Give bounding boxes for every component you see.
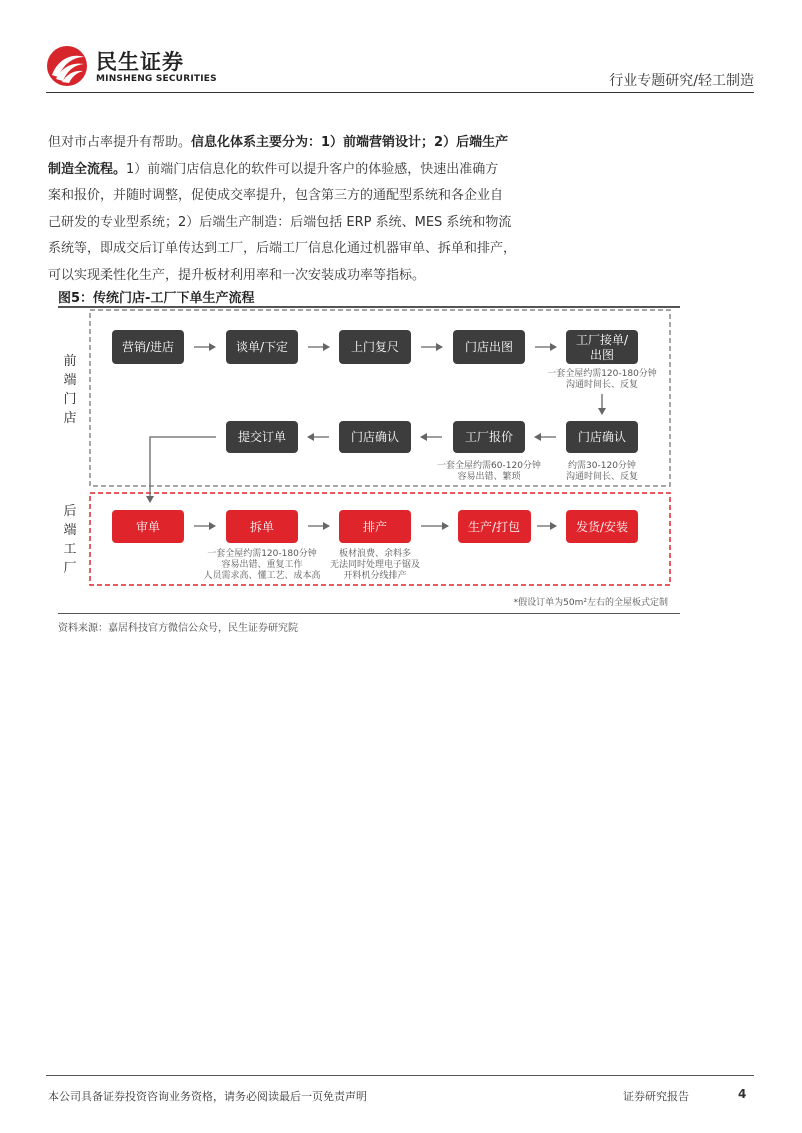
paragraph-line: 己研发的专业型系统；2）后端生产制造：后端包括 ERP 系统、MES 系统和物流 <box>48 214 512 230</box>
flow-step-store-confirm <box>339 421 411 453</box>
svg-text:门店确认: 门店确认 <box>577 430 627 444</box>
flow-step-marketing <box>112 330 184 364</box>
row3-note-schedule <box>330 547 420 581</box>
svg-text:拆单: 拆单 <box>249 520 275 534</box>
svg-text:发货/安装: 发货/安装 <box>575 520 629 534</box>
svg-text:门店出图: 门店出图 <box>464 340 514 354</box>
svg-text:店: 店 <box>63 411 77 426</box>
svg-text:工厂报价: 工厂报价 <box>464 430 514 444</box>
svg-text:门店确认: 门店确认 <box>350 430 400 444</box>
svg-text:上门复尺: 上门复尺 <box>350 340 400 354</box>
flow-step-factory-accept <box>566 330 638 364</box>
flow-step-submit-order <box>226 421 298 453</box>
svg-text:工厂接单/: 工厂接单/ <box>575 333 629 347</box>
row2-note-confirm <box>566 459 638 482</box>
page-number: 4 <box>738 1087 747 1101</box>
svg-text:沟通时间长、反复: 沟通时间长、反复 <box>565 380 639 390</box>
svg-text:前: 前 <box>63 354 77 369</box>
svg-text:无法同时处理电子锯及: 无法同时处理电子锯及 <box>329 560 421 570</box>
svg-text:排产: 排产 <box>362 520 388 534</box>
svg-text:生产/打包: 生产/打包 <box>467 520 521 534</box>
row3-note-split <box>203 547 320 581</box>
footer-disclaimer: 本公司具备证券投资咨询业务资格，请务必阅读最后一页免责声明 <box>48 1090 367 1103</box>
minsheng-logo-icon <box>46 45 88 87</box>
brand-name: 民生证券 <box>96 50 184 74</box>
header-divider <box>46 92 754 93</box>
svg-text:一套全屋约需120-180分钟: 一套全屋约需120-180分钟 <box>547 369 657 379</box>
row2-note-quote <box>437 459 541 482</box>
flow-step-produce <box>458 510 531 543</box>
svg-text:开料机分线排产: 开料机分线排产 <box>343 571 407 581</box>
svg-text:门: 门 <box>63 392 77 407</box>
flow-step-negotiate <box>226 330 298 364</box>
flow-step-split <box>226 510 298 543</box>
flow-step-measure <box>339 330 411 364</box>
flow-step-schedule <box>339 510 411 543</box>
brand-name-en: MINSHENG SECURITIES <box>96 74 217 84</box>
svg-text:后: 后 <box>63 504 77 519</box>
svg-text:沟通时间长、反复: 沟通时间长、反复 <box>565 472 639 482</box>
figure-bottom-rule <box>58 613 680 614</box>
back-section-label <box>63 504 76 576</box>
report-category: 行业专题研究/轻工制造 <box>609 73 754 89</box>
flow-step-ship <box>566 510 638 543</box>
flow-step-store-confirm-2 <box>566 421 638 453</box>
flow-diagram <box>58 308 680 613</box>
svg-text:一套全屋约需120-180分钟: 一套全屋约需120-180分钟 <box>207 549 317 559</box>
figure-source: 资料来源：嘉居科技官方微信公众号，民生证券研究院 <box>58 623 298 634</box>
bold-text-span: 信息化体系主要分为：1）前端营销设计；2）后端生产 <box>191 135 509 150</box>
bold-text-span: 制造全流程。 <box>48 161 127 177</box>
paragraph-line: 案和报价，并随时调整，促使成交率提升，包含第三方的通配型系统和各企业自 <box>48 188 504 204</box>
paragraph-line <box>48 130 538 157</box>
paragraph-line <box>48 157 538 184</box>
svg-text:出图: 出图 <box>589 348 615 362</box>
svg-text:工: 工 <box>63 542 77 557</box>
paragraph-line: 系统等，即成交后订单传达到工厂，后端工厂信息化通过机器审单、拆单和排产， <box>48 241 517 257</box>
svg-text:人员需求高、懂工艺、成本高: 人员需求高、懂工艺、成本高 <box>203 571 321 581</box>
svg-text:板材浪费、余料多: 板材浪费、余料多 <box>338 549 412 559</box>
svg-text:谈单/下定: 谈单/下定 <box>235 340 289 354</box>
figure-title: 图5：传统门店-工厂下单生产流程 <box>58 291 255 306</box>
text-span: 1）前端门店信息化的软件可以提升客户的体验感，快速出准确方 <box>126 161 499 177</box>
svg-text:提交订单: 提交订单 <box>237 430 287 444</box>
row1-note <box>547 367 657 390</box>
svg-text:容易出错、重复工作: 容易出错、重复工作 <box>221 560 303 570</box>
flow-step-factory-quote <box>453 421 525 453</box>
figure-footnote: *假设订单为50m²左右的全屋板式定制 <box>513 598 668 608</box>
svg-text:营销/进店: 营销/进店 <box>121 340 175 354</box>
front-section-label <box>63 354 76 426</box>
footer-report-type: 证券研究报告 <box>623 1090 689 1103</box>
svg-text:容易出错、繁琐: 容易出错、繁琐 <box>457 472 521 482</box>
body-paragraph <box>48 130 538 290</box>
svg-text:端: 端 <box>63 373 77 388</box>
paragraph-line: 可以实现柔性化生产，提升板材利用率和一次安装成功率等指标。 <box>48 267 426 283</box>
svg-text:约需30-120分钟: 约需30-120分钟 <box>568 461 636 471</box>
svg-text:端: 端 <box>63 523 77 538</box>
svg-text:审单: 审单 <box>135 520 161 534</box>
svg-text:厂: 厂 <box>63 561 77 576</box>
flow-step-review <box>112 510 184 543</box>
flow-step-store-drawing <box>453 330 525 364</box>
footer-divider <box>46 1075 754 1076</box>
svg-text:一套全屋约需60-120分钟: 一套全屋约需60-120分钟 <box>437 461 541 471</box>
text-span: 但对市占率提升有帮助。 <box>48 135 192 150</box>
